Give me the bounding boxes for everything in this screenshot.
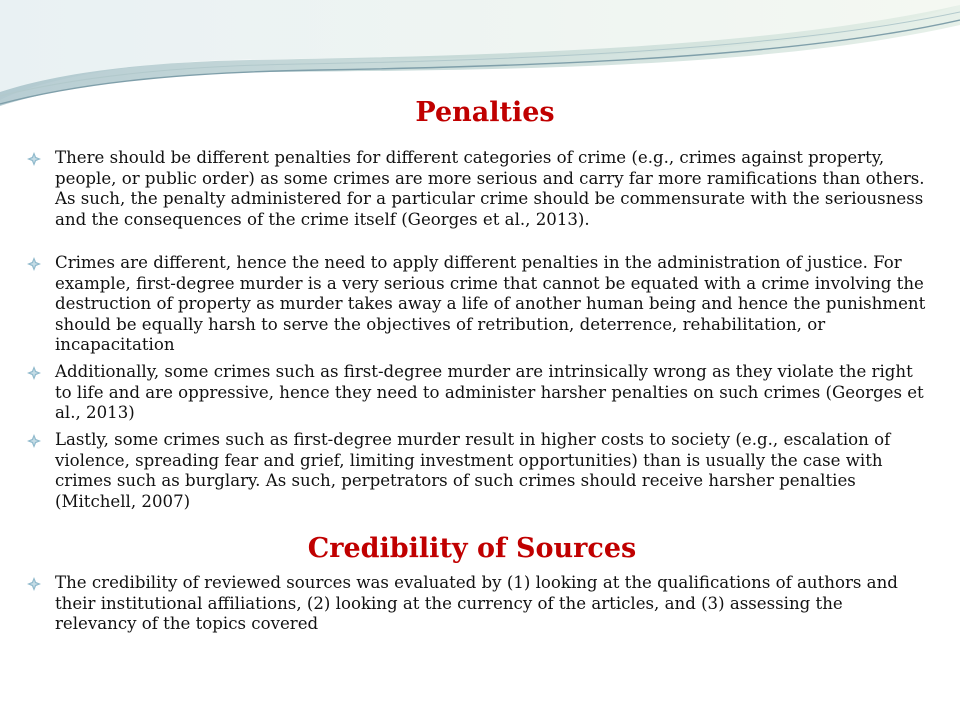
credibility-bullet-list xyxy=(0,573,960,635)
list-item xyxy=(0,148,960,251)
bullet-text: Lastly, some crimes such as first-degree murder result in higher costs to society (e.g., escalation of violence, spreading fear and grief, limiting investment opportunities) than is usually the case with crimes such as burglary. As such, perpetrators of such crimes should receive harsher penalties (Mitchell, 2007) xyxy=(55,430,891,511)
list-item xyxy=(0,253,960,356)
diamond-bullet-icon xyxy=(27,257,41,271)
header-swoosh-decoration xyxy=(0,0,960,110)
list-item xyxy=(0,430,960,512)
diamond-bullet-icon xyxy=(27,434,41,448)
bullet-text: The credibility of reviewed sources was evaluated by (1) looking at the qualifications of authors and their institutional affiliations, (2) looking at the currency of the articles, and (3) assessing the relevancy of the topics covered xyxy=(55,573,898,634)
section-title-penalties: Penalties xyxy=(415,97,555,128)
bullet-text: Crimes are different, hence the need to apply different penalties in the administration of justice. For example, first-degree murder is a very serious crime that cannot be equated with a crime involving the destruction of property as murder takes away a life of another human being and hence the punishment should be equally harsh to serve the objectives of retribution, deterrence, rehabilitation, or incapacitation xyxy=(55,253,926,355)
diamond-bullet-icon xyxy=(27,152,41,166)
section-title-credibility-of-sources: Credibility of Sources xyxy=(307,533,637,564)
diamond-bullet-icon xyxy=(27,577,41,591)
penalties-bullet-list xyxy=(0,148,960,512)
diamond-bullet-icon xyxy=(27,366,41,380)
list-item xyxy=(0,362,960,423)
bullet-text: Additionally, some crimes such as first-degree murder are intrinsically wrong as they violate the right to life and are oppressive, hence they need to administer harsher penalties on such crimes (Georges et al., 2013) xyxy=(55,362,924,423)
bullet-text: There should be different penalties for different categories of crime (e.g., crimes against property, people, or public order) as some crimes are more serious and carry far more ramifications than others. As such, the penalty administered for a particular crime should be commensurate with the seriousness and the consequences of the crime itself (Georges et al., 2013). xyxy=(55,148,925,229)
list-item xyxy=(0,573,960,635)
